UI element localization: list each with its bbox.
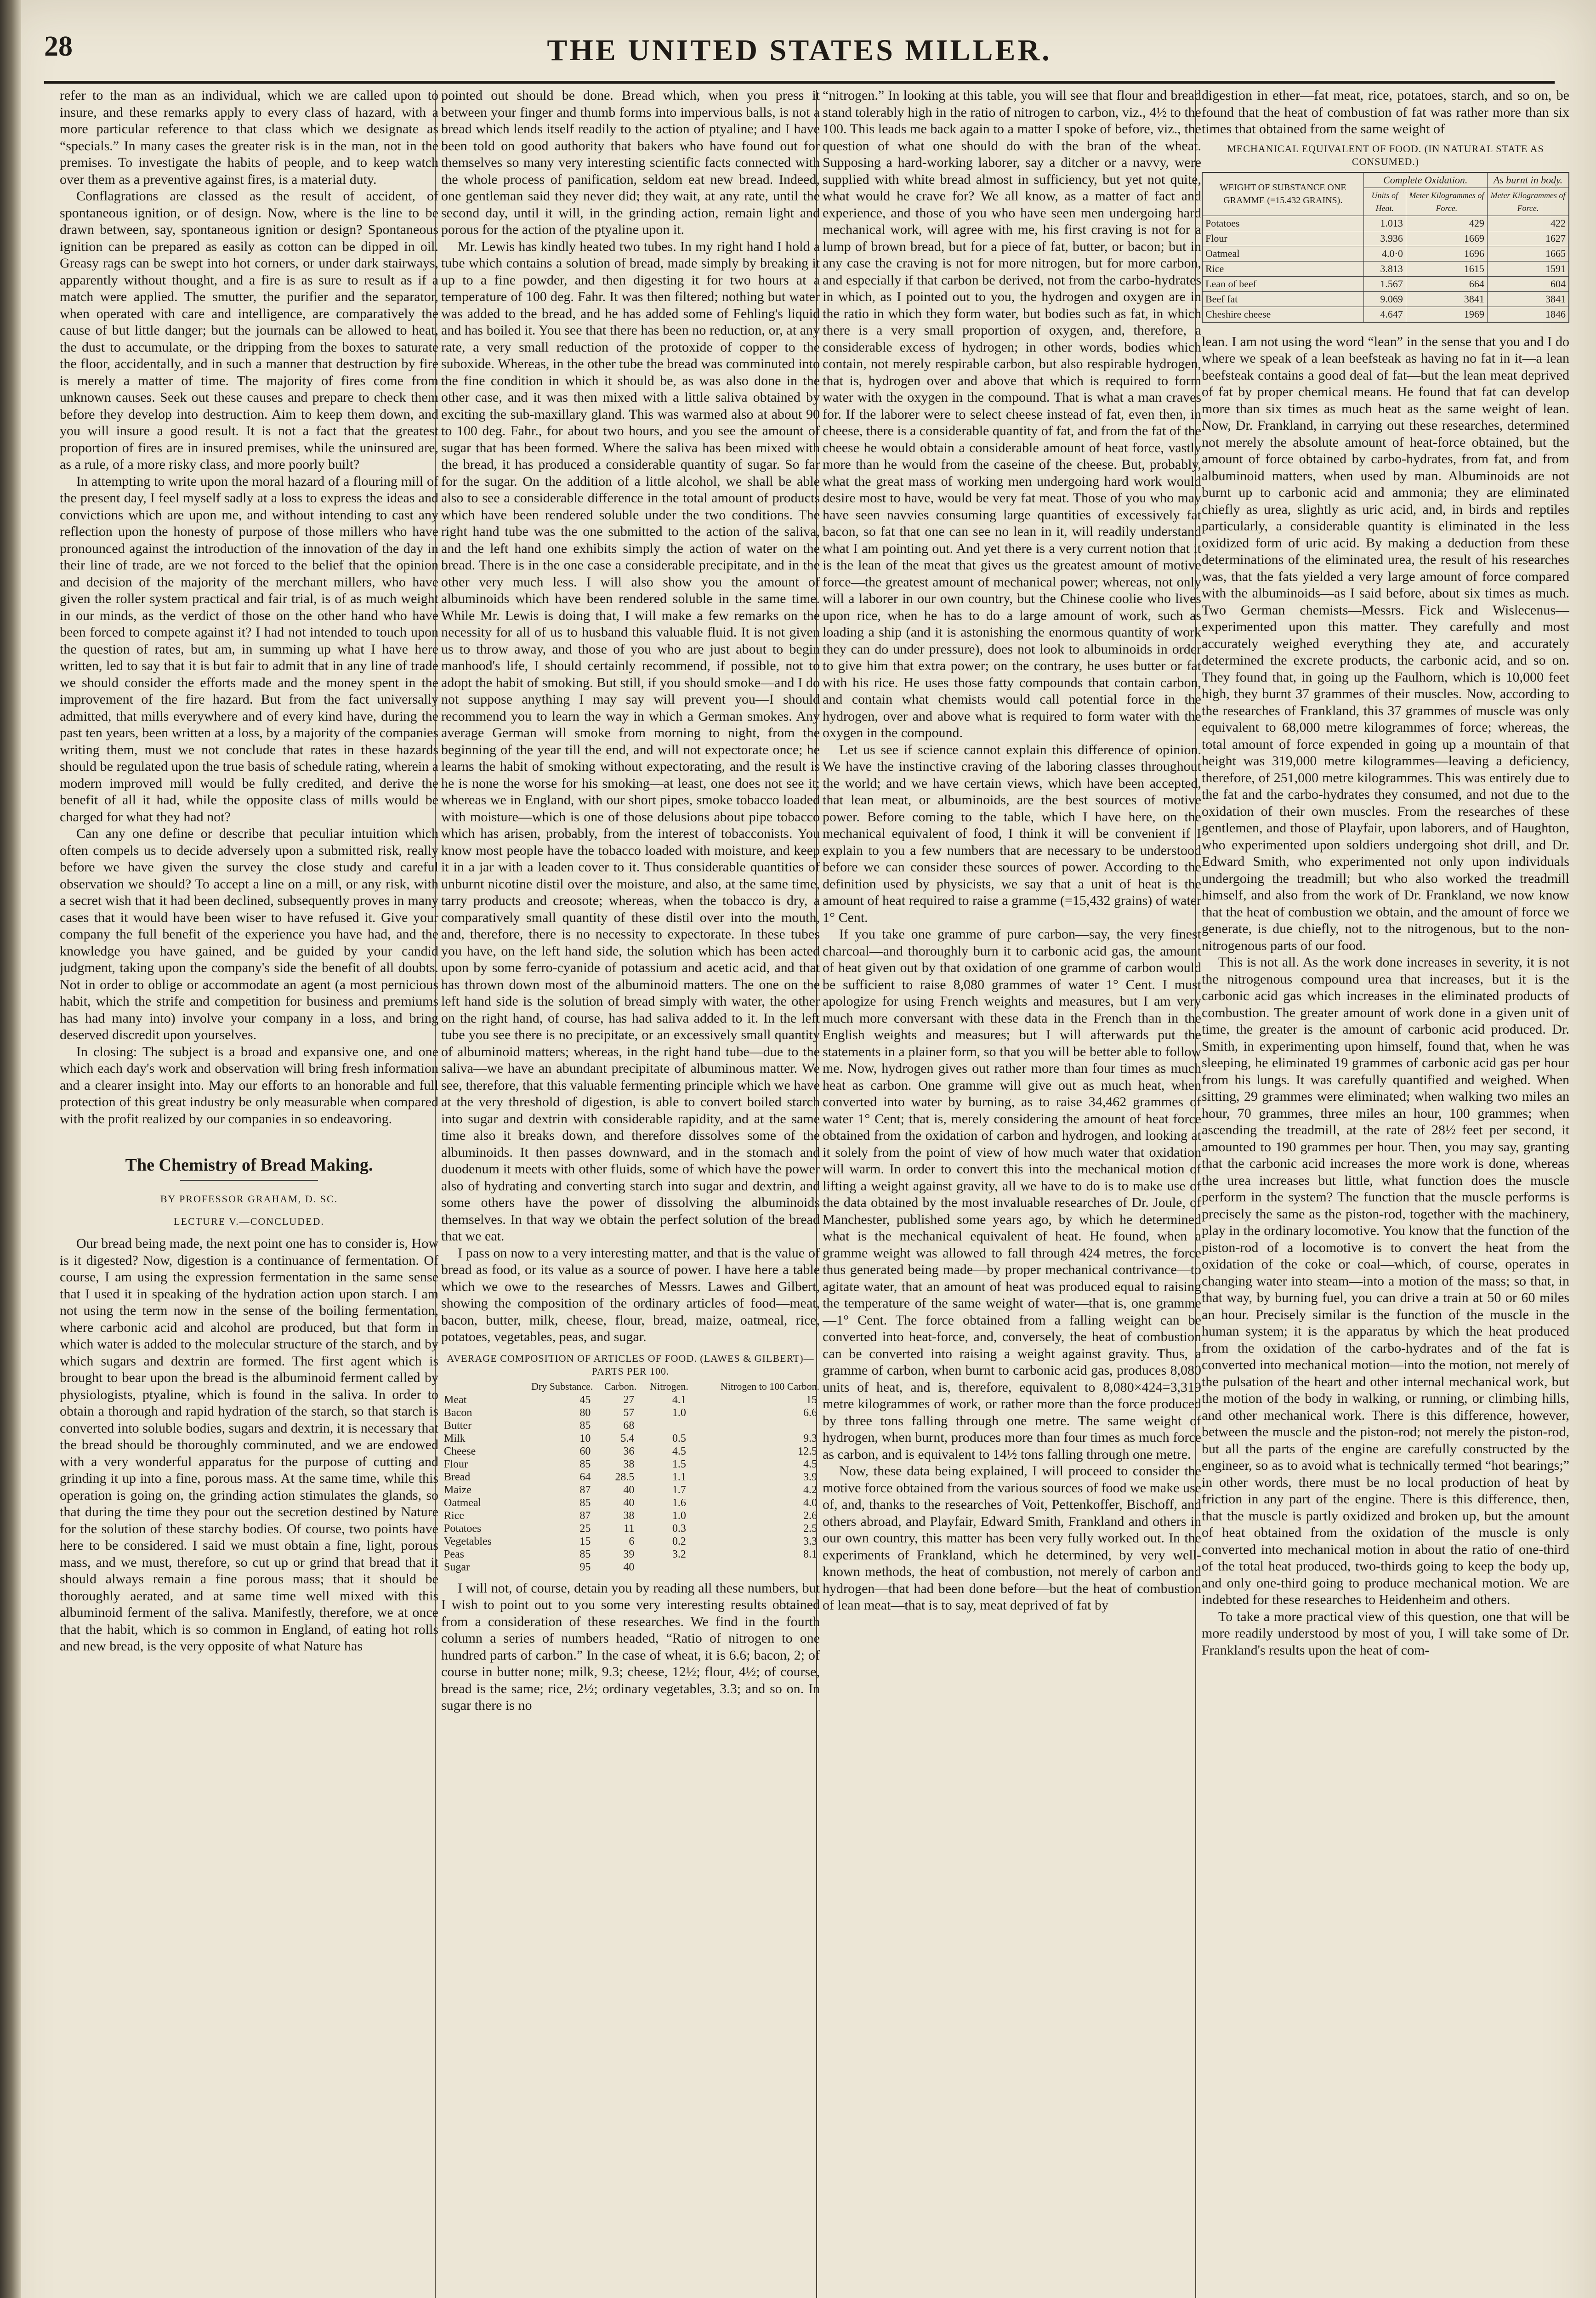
table-cell: 664 xyxy=(1406,276,1487,291)
table-header-cell: Meter Kilogrammes of Force. xyxy=(1487,188,1569,216)
paragraph: pointed out should be done. Bread which, when you press it between your finger and thumb forms into impervious balls, is not a bread which lends itself readily to the action of ptyaline; and I have been told on good authority that bakers who have found out for themselves so many very interesting scientific facts connected with the whole process of panification, seldom eat new bread. Indeed, one gentleman said they never did; they wait, at any rate, until the second day, until it will, in the grinding action, remain light and porous for the action of the ptyaline upon it. xyxy=(441,88,820,237)
table-cell: Flour xyxy=(444,1458,468,1470)
table-cell: 6 xyxy=(629,1535,635,1547)
table-cell: 8.1 xyxy=(803,1548,817,1560)
table-row xyxy=(441,1432,820,1445)
table-row xyxy=(441,1509,820,1522)
page-binding-edge xyxy=(0,0,21,2298)
table-cell: 85 xyxy=(579,1419,591,1432)
table-cell: 68 xyxy=(623,1419,635,1432)
paragraph: In attempting to write upon the moral hazard of a flouring mill of the present day, I feel myself sadly at a loss to express the ideas and convictions which are upon me, and without intending to cast any reflection upon the honesty of purpose of those millers who have pronounced against the introduction of the innovation of the day in their line of trade, are we not forced to the belief that the opinion and decision of the majority of the merchant millers, who have given the roller system practical and fair trial, is of as much weight in our minds, as the verdict of those on the other hand who have been forced to compete against it? I had not intended to touch upon the question of rates, but am, in summing up what I have here written, led to say that it is but fair to admit that in any line of trade we should consider the efforts made and the money spent in the improvement of the fire hazard. But from the fact universally admitted, that mills everywhere and of every kind have, during the past ten years, been written at a loss, by a majority of the companies writing them, must we not conclude that rates in these hazards should be regulated upon the true basis of schedule rating, wherein a modern improved mill would be fully credited, and derive the benefit of all it had, while the opposite class of mills would be charged for what they had not? xyxy=(60,473,438,825)
table-header-cell: Meter Kilogrammes of Force. xyxy=(1406,188,1487,216)
table-cell: Flour xyxy=(1202,231,1363,246)
table-cell: 3841 xyxy=(1487,291,1569,307)
table-cell: 4.2 xyxy=(803,1484,817,1496)
table-row xyxy=(1202,216,1569,231)
table-cell: 4.647 xyxy=(1363,307,1406,322)
table-cell: Beef fat xyxy=(1202,291,1363,307)
table-cell: 1.013 xyxy=(1363,216,1406,231)
table-cell: Bread xyxy=(444,1471,471,1483)
paragraph: digestion in ether—fat meat, rice, potatoes, starch, and so on, be found that the heat of combustion of fat was rather more than six times that obtained from the same weight of xyxy=(1202,88,1569,137)
table-cell: 10 xyxy=(579,1432,591,1445)
mechanical-equivalent-table xyxy=(1202,142,1569,323)
table-cell: 1615 xyxy=(1406,261,1487,276)
paragraph: If you take one gramme of pure carbon—say, the very finest charcoal—and thoroughly burn it to carbonic acid gas, the amount of heat given out by that oxidation of one gramme of carbon would be sufficient to raise 8,080 grammes of water 1° Cent. I must apologize for using French weights and measures, but I am very much more conversant with these data in the French than in the English weights and measures; but I will afterwards put the statements in a plainer form, so that you will be better able to follow me. Now, hydrogen gives out rather more than four times as much heat as carbon. One gramme will give out as much heat, when converted into water by burning, as to raise 34,462 grammes of water 1° Cent; that is, merely considering the amount of heat force obtained from the oxidation of carbon and hydrogen, and looking at it solely from the point of view of how much water that oxidation will warm. In order to convert this into the mechanical motion of lifting a weight against gravity, all we have to do is to make use of the data obtained by the most invaluable researches of Dr. Joule, of Manchester, published some years ago, by which he determined what is the mechanical equivalent of heat. He found, when a gramme weight was allowed to fall through 424 metres, the force thus generated being made—by proper mechanical contrivance—to agitate water, that an amount of heat was produced equal to raising the temperature of the same weight of water—that is, one gramme—1° Cent. The force obtained from a falling weight can be converted into heat-force, and, conversely, the heat of combustion can be converted into raising a weight against gravity. Thus, a gramme of carbon, when burnt to carbonic acid gas, produces 8,080 units of heat, and is, therefore, equivalent to 8,080×424=3,319 metre kilogrammes of work, or rather more than the force produced by three tons falling through one metre. The same weight of hydrogen, when burnt, produces more than four times as much force as carbon, and is equivalent to 14½ tons falling through one metre. xyxy=(823,927,1201,1462)
table-row xyxy=(441,1522,820,1535)
table-cell: 36 xyxy=(623,1445,635,1457)
table-cell: 1669 xyxy=(1406,231,1487,246)
paragraph: To take a more practical view of this question, one that will be more readily understood by most of you, I will take some of Dr. Frankland's results upon the heat of com- xyxy=(1202,1609,1569,1658)
table-cell: Rice xyxy=(1202,261,1363,276)
column-1 xyxy=(60,87,438,2298)
table-cell: 0.3 xyxy=(672,1522,686,1535)
table-header-row xyxy=(441,1380,820,1394)
table-cell: 4.5 xyxy=(672,1445,686,1457)
table-cell: 3.936 xyxy=(1363,231,1406,246)
table-row xyxy=(441,1561,820,1574)
table-cell: 38 xyxy=(623,1458,635,1470)
page-number: 28 xyxy=(44,31,73,62)
table-row xyxy=(441,1394,820,1406)
table-cell: 2.6 xyxy=(803,1509,817,1522)
table-cell: 1.6 xyxy=(672,1496,686,1509)
table-caption: MECHANICAL EQUIVALENT OF FOOD. (IN NATURAL STATE AS CONSUMED.) xyxy=(1227,142,1544,167)
table-cell: 80 xyxy=(579,1406,591,1419)
table-cell: Sugar xyxy=(444,1561,470,1573)
column-3 xyxy=(823,87,1201,2298)
table-cell: Potatoes xyxy=(1202,216,1363,231)
paragraph: Conflagrations are classed as the result of accident, of spontaneous ignition, or of design. Now, where is the line to be drawn between, say, spontaneous ignition or design? Spontaneous ignition can be prepared as easily as cotton can be dipped in oil. Greasy rags can be swept into hot corners, or under dark stairways, apparently without thought, and a fire is as sure to result as if a match were applied. The smutter, the purifier and the separator, when operated with care and intelligence, are comparatively the cause of but little danger; but the journals can be allowed to heat, the dust to accumulate, or the dripping from the boxes to saturate the floor, accidentally, and in such a manner that destruction by fire is merely a matter of time. The majority of fires come from unknown causes. Seek out these causes and prepare to check them before they develop into destruction. Aim to keep them down, and you will insure a good result. It is not a fact that the greatest proportion of fires are in insured premises, while the uninsured are, as a rule, of a more risky class, and more poorly built? xyxy=(60,188,438,472)
table-cell: Milk xyxy=(444,1432,466,1445)
table-cell: Cheese xyxy=(444,1445,476,1457)
table-row xyxy=(441,1419,820,1432)
table-header-cell: Nitrogen to 100 Carbon. xyxy=(720,1380,819,1392)
table-cell xyxy=(689,1561,820,1574)
table-header-cell: Nitrogen. xyxy=(650,1380,688,1392)
table-row xyxy=(1202,291,1569,307)
paragraph: I pass on now to a very interesting matter, and that is the value of bread as food, or its value as a source of power. I have here a table which we owe to the researches of Messrs. Lawes and Gilbert, showing the composition of the ordinary articles of food—meat, bacon, butter, milk, cheese, flour, bread, maize, oatmeal, rice, potatoes, vegetables, peas, and sugar. xyxy=(441,1245,820,1344)
table-cell: 422 xyxy=(1487,216,1569,231)
table-header-cell: WEIGHT OF SUBSTANCE ONE GRAMME (=15.432 GRAINS). xyxy=(1202,172,1363,216)
table-cell: 87 xyxy=(579,1509,591,1522)
table-cell: 85 xyxy=(579,1458,591,1470)
table-row xyxy=(1202,307,1569,322)
table-cell: 2.5 xyxy=(803,1522,817,1535)
table-cell: 3.2 xyxy=(672,1548,686,1560)
table-cell xyxy=(637,1419,689,1432)
table-cell: 95 xyxy=(579,1561,591,1573)
table-cell: Rice xyxy=(444,1509,464,1522)
newspaper-title: THE UNITED STATES MILLER. xyxy=(547,34,1052,67)
table-cell: 1969 xyxy=(1406,307,1487,322)
table-cell: 1.1 xyxy=(672,1471,686,1483)
table-cell: 3.9 xyxy=(803,1471,817,1483)
table-cell: 38 xyxy=(623,1509,635,1522)
table-caption: AVERAGE COMPOSITION OF ARTICLES OF FOOD. (LAWES & GILBERT)—PARTS PER 100. xyxy=(447,1352,814,1377)
table-cell: 1846 xyxy=(1487,307,1569,322)
table-cell: 64 xyxy=(579,1471,591,1483)
table-cell: 85 xyxy=(579,1496,591,1509)
table-cell: 1.567 xyxy=(1363,276,1406,291)
table-cell: 1.0 xyxy=(672,1509,686,1522)
table-cell: 39 xyxy=(623,1548,635,1560)
paragraph: “nitrogen.” In looking at this table, you will see that flour and bread stand tolerably high in the ratio of nitrogen to carbon, viz., 4½ to the 100. This leads me back again to a matter I spoke of before, viz., the question of what one should do with the bran of the wheat. Supposing a hard-working laborer, say a ditcher or a navvy, were supplied with white bread almost in sufficiency, but yet not quite, what would he crave for? We all know, as a matter of fact and experience, and those of you who have seen men undergoing hard mechanical work, will agree with me, his first craving is not for a lump of brown bread, but for a piece of fat, butter, or bacon; but in any case the craving is not for more nitrogen, but for more carbon, and especially if that carbon be derived, not from the carbo-hydrates in which, as I pointed out to you, the hydrogen and oxygen are in the ratio in which they form water, but bodies such as fat, in which there is a very small proportion of oxygen, and, therefore, a considerable excess of hydrogen; in other words, bodies which contain, not merely respirable carbon, but also respirable hydrogen, that is, hydrogen over and above that which is required to form water with the oxygen in the compound. That is what a man craves for. If the laborer were to select cheese instead of fat, even then, in cheese, there is a considerable quantity of fat, and from the fat of the cheese he would obtain a considerable amount of heat force, vastly more than he would from the caseine of the cheese. But, probably, what the great mass of working men undergoing hard work would desire most to have, would be very fat meat. Those of you who may have seen navvies consuming large quantities of excessively fat bacon, so fat that one can see no lean in it, will readily understand what I am pointing out. And yet there is a very current notion that it is the lean of the meat that gives us the greatest amount of motive force—the greatest amount of mechanical power; whereas, not only will a laborer in our own country, but the Chinese coolie who lives upon rice, when he has to do a large amount of work, such as loading a ship (and it is astonishing the enormous quantity of work they can do under pressure), does not look to albuminoids in order to give him that extra power; on the contrary, he uses butter or fat with his rice. He uses those fatty compounds that contain carbon, and contain what chemists would call potential force in the hydrogen, over and above what is required to form water with the oxygen in the compound. xyxy=(823,88,1201,740)
paragraph: lean. I am not using the word “lean” in the sense that you and I do where we speak of a lean beefsteak as having no fat in it—a lean beefsteak contains a good deal of fat—but the lean meat deprived of fat by proper chemical means. He found that fat can develop more than six times as much heat as the same weight of lean. Now, Dr. Frankland, in carrying out these researches, determined not merely the absolute amount of heat-force obtained, but the amount of force obtained by carbo-hydrates, from fat, and from albuminoid matters, when used by man. Albuminoids are not burnt up to carbonic acid and ammonia; they are eliminated chiefly as urea, slightly as uric acid, and, in birds and reptiles particularly, a considerable quantity is eliminated in the less oxidized form of uric acid. By making a deduction from these determinations of the eliminated urea, the result of his researches was, that the fats yielded a very large amount of force compared with the albuminoids—as I said before, about six times as much. Two German chemists—Messrs. Fick and Wislecenus—experimented upon this matter. They carefully and most accurately weighed everything they ate, and accurately determined the excrete products, the carbonic acid, and so on. They found that, in going up the Faulhorn, which is 10,000 feet high, they burnt 37 grammes of their muscles. Now, according to the researches of Frankland, this 37 grammes of muscle was only equivalent to 68,000 metre kilogrammes of force; whereas, the total amount of force expended in going up a mountain of that height was 319,000 metre kilogrammes—leaving a deficiency, therefore, of 251,000 metre kilogrammes. This was entirely due to the fat and the carbo-hydrates they consumed, and not due to the oxidation of their own muscles. From the researches of these gentlemen, and those of Playfair, upon laborers, and of Haughton, who experimented upon soldiers undergoing shot drill, and Dr. Edward Smith, who experimented not only upon individuals undergoing the treadmill; but who also worked the treadmill himself, and also from the work of Dr. Frankland, we now know that the heat of combustion we obtain, and the amount of force we generate, is due chiefly, not to the nitrogenous, but to the non-nitrogenous parts of our food. xyxy=(1202,334,1569,953)
masthead-rule xyxy=(44,81,1555,84)
table-cell: 0.2 xyxy=(672,1535,686,1547)
table-row xyxy=(1202,276,1569,291)
table-cell: 3.3 xyxy=(803,1535,817,1547)
table-cell: Butter xyxy=(444,1419,471,1432)
table-header-cell: Carbon. xyxy=(604,1380,637,1392)
table-cell: Potatoes xyxy=(444,1522,482,1535)
table-header-cell xyxy=(441,1380,511,1394)
table-header-cell: As burnt in body. xyxy=(1487,172,1569,188)
table-cell: 6.6 xyxy=(803,1406,817,1419)
table-cell: 1665 xyxy=(1487,246,1569,261)
table-row xyxy=(441,1445,820,1458)
article-byline: BY PROFESSOR GRAHAM, D. SC. xyxy=(160,1193,338,1205)
table-cell: 1.7 xyxy=(672,1484,686,1496)
table-header-cell: Dry Substance. xyxy=(531,1380,593,1392)
table-cell: 45 xyxy=(579,1394,591,1406)
table-cell: Lean of beef xyxy=(1202,276,1363,291)
table-cell: 4.0 xyxy=(803,1496,817,1509)
table-header-row xyxy=(1202,172,1569,188)
table-row xyxy=(1202,246,1569,261)
table-cell: 12.5 xyxy=(798,1445,817,1457)
table-cell: 9.3 xyxy=(803,1432,817,1445)
paragraph: Now, these data being explained, I will proceed to consider the motive force obtained from the various sources of food we make use of, and, thanks to the researches of Voit, Pettenkoffer, Bischoff, and others abroad, and Playfair, Edward Smith, Frankland and others in our own country, this matter has been very fully worked out. In the experiments of Frankland, which he determined, by very well-known methods, the heat of combustion, not merely of carbon and hydrogen—that had been done before—but the heat of combustion of lean meat—that is to say, meat deprived of fat by xyxy=(823,1463,1201,1613)
table-cell: 40 xyxy=(623,1484,635,1496)
paragraph: Let us see if science cannot explain this difference of opinion. We have the instinctive craving of the laboring classes throughout the world; and we have certain views, which have been accepted, that lean meat, or albuminoids, are the best sources of motive power. Before coming to the table, which I have here, on the mechanical equivalent of food, I think it will be convenient if I explain to you a few numbers that are necessary to be understood before we can consider these sources of power. According to the definition used by physicists, we say that a unit of heat is the amount of heat required to raise a gramme (=15,432 grains) of water 1° Cent. xyxy=(823,742,1201,925)
food-composition-table xyxy=(441,1352,820,1574)
paragraph: Mr. Lewis has kindly heated two tubes. In my right hand I hold a tube which contains a solution of bread, made simply by breaking it up to a fine powder, and then digesting it for two hours at a temperature of 100 deg. Fahr. It was then filtered; nothing but water was added to the bread, and he has added some of Fehling's liquid and has boiled it. You see that there has been no reduction, or, at any rate, a very small reduction of the protoxide of copper to the suboxide. Whereas, in the other tube the bread was comminuted into the fine condition in which it should be, as was also done in the other case, and it was then mixed with a little saliva obtained by exciting the sub-maxillary gland. This was warmed also at about 90 to 100 deg. Fahr., for about two hours, and you see the amount of sugar that has been formed. Where the saliva has been mixed with the bread, it has produced a considerable quantity of sugar. So far for the sugar. On the addition of a little alcohol, we shall be able also to see a considerable difference in the total amount of products which have been rendered soluble under the two conditions. The right hand tube was the one submitted to the action of the saliva, and the left hand one exhibits simply the action of water on the bread. There is in the one case a considerable precipitate, and in the other very much less. I will also show you the amount of albuminoids which have been rendered soluble in the same time. While Mr. Lewis is doing that, I will make a few remarks on the necessity for all of us to husband this valuable fluid. It is not given us to throw away, and those of you who are just about to begin manhood's life, I should certainly recommend, if possible, not to adopt the habit of smoking. But still, if you should smoke—and I do not suppose anything I may say will prevent you—I should recommend you to learn the way in which a German smokes. Any average German will smoke from morning to night, from the beginning of the year till the end, and will not expectorate once; he learns the habit of smoking without expectorating, and the result is he is none the worse for his smoking—at least, one does not see it; whereas we in England, with our short pipes, smoke tobacco loaded with moisture—which is one of those delusions about pipe tobacco which has arisen, probably, from the interest of tobacconists. You know most people have the tobacco loaded with moisture, and keep it in a jar with a leaden cover to it. Thus considerable quantities of unburnt nicotine distil over the moisture, and also, at the same time, tarry products and creosote; whereas, when the tobacco is dry, a comparatively small quantity of these distil over into the mouth, and, therefore, there is no necessity to expectorate. In these tubes you have, on the left hand side, the solution which has been acted upon by some ferro-cyanide of potassium and acetic acid, and that has thrown down most of the albuminoid matters. The one on the left hand side is the solution of bread simply with water, the other on the right hand, of course, has had saliva added to it. In the left tube you see there is no precipitate, or an excessively small quantity of albuminoid matters; whereas, in the right hand tube—due to the saliva—we have an abundant precipitate of albuminous matter. We see, therefore, that this valuable fermenting principle which we have at the very threshold of digestion, is able to convert boiled starch into sugar and dextrin with considerable rapidity, and at the same time also it breaks down, and therefore dissolves some of the albuminoids. It then passes downward, and in the stomach and duodenum it meets with other fluids, some of which have the power also of hydrating and converting starch into sugar and dextrin, and some others have the power of dissolving the albuminoids themselves. In that way we obtain the perfect solution of the bread that we eat. xyxy=(441,239,820,1244)
paragraph: refer to the man as an individual, which we are called upon to insure, and these remarks apply to every class of hazard, with a more particular reference to that class which we designate as “specials.” In many cases the greater risk is in the man, not in the premises. To investigate the habits of people, and to keep watch over them as a preventive against fires, is a material duty. xyxy=(60,88,438,187)
table-row xyxy=(441,1484,820,1496)
column-4 xyxy=(1202,87,1569,2298)
lecture-label: LECTURE V.—CONCLUDED. xyxy=(174,1215,324,1227)
table-cell: 604 xyxy=(1487,276,1569,291)
table-cell: 15 xyxy=(579,1535,591,1547)
table-cell: Cheshire cheese xyxy=(1202,307,1363,322)
table-cell: 5.4 xyxy=(620,1432,635,1445)
paragraph: Can any one define or describe that peculiar intuition which often compels us to decide adversely upon a submitted risk, really before we have given the survey the close study and careful observation we should? To accept a line on a mill, or any risk, with a secret wish that it had been declined, subsequently proves in many cases that it would have been wiser to have refused it. Give your company the full benefit of the experience you have had, and the knowledge you have gained, and be guided by your candid judgment, taking upon the company's side the benefit of all doubts. Not in order to oblige or accommodate an agent (a most pernicious habit, which the strife and competition for business and premiums has had many into) involve your company in a loss, and bring deserved discredit upon yourselves. xyxy=(60,826,438,1042)
table-header-cell: Units of Heat. xyxy=(1363,188,1406,216)
table-cell: 3841 xyxy=(1406,291,1487,307)
table-cell: 1.0 xyxy=(672,1406,686,1419)
table-cell: Oatmeal xyxy=(444,1496,482,1509)
title-rule xyxy=(180,1180,318,1181)
table-row xyxy=(441,1406,820,1419)
table-cell: 27 xyxy=(623,1394,635,1406)
table-cell: 1696 xyxy=(1406,246,1487,261)
table-cell: 60 xyxy=(579,1445,591,1457)
table-cell: Oatmeal xyxy=(1202,246,1363,261)
table-cell: 40 xyxy=(623,1496,635,1509)
table-row xyxy=(1202,231,1569,246)
table-cell: 28.5 xyxy=(615,1471,635,1483)
table-cell xyxy=(637,1561,689,1574)
paragraph: This is not all. As the work done increases in severity, it is not the nitrogenous compound urea that increases, but it is the carbonic acid gas which increases in the eliminated products of combustion. The greater amount of work done in a given unit of time, the greater is the amount of carbonic acid produced. Dr. Smith, in experimenting upon himself, found that, when he was sleeping, he eliminated 19 grammes of carbonic acid gas per hour from his lungs. It was carefully quantified and weighed. When sitting, 29 grammes were eliminated; when walking two miles an hour, 70 grammes, three miles an hour, 100 grammes; when ascending the treadmill, at the rate of 28½ feet per second, it amounted to 190 grammes per hour. Then, you may say, granting that the carbonic acid increases the more work is done, whereas the urea increases but little, what function does the muscle perform in the system? The function that the muscle performs is precisely the same as the piston-rod, together with the machinery, play in the ordinary locomotive. You know that the function of the piston-rod of a locomotive is to convert the heat from the oxidation of the coke or coal—which, of course, operates in changing water into steam—into a motion of the mass; so that, in that way, by burning fuel, you can drive a train at 50 or 60 miles an hour. Precisely similar is the function of the muscle in the human system; it is the apparatus by which the heat produced from the oxidation of the carbo-hydrates and of the fat is converted into mechanical motion—into the motion, not merely of the pulsation of the heart and other internal mechanical work, but the motion of the body in walking, or running, or climbing hills, and other mechanical work. There is this difference, however, between the muscle and the piston-rod; not merely the piston-rod, but all the parts of the engine are carefully constructed by the engineer, so as to avoid what is technically termed “hot bearings;” in other words, there must be no local production of heat by friction in any part of the engine. There is this difference, then, that the muscle is partly oxidized and broken up, but the amount of heat obtained from the oxidation of the muscle is only converted into mechanical motion in about the ratio of one-third of the total heat produced, two-thirds going to keep the body up, and only one-third going to produce mechanical motion. We are indebted for these researches to Heidenheim and others. xyxy=(1202,955,1569,1607)
paragraph: I will not, of course, detain you by reading all these numbers, but I wish to point out to you some very interesting results obtained from a consideration of these researches. We find in the fourth column a series of numbers headed, “Ratio of nitrogen to one hundred parts of carbon.” In the case of wheat, it is 6.6; bacon, 2; of course in butter none; milk, 9.3; cheese, 12½; flour, 4½; of course, bread is the same; rice, 2½; ordinary vegetables, 3.3; and so on. In sugar there is no xyxy=(441,1580,820,1713)
table-cell: 11 xyxy=(624,1522,635,1535)
table-cell: 429 xyxy=(1406,216,1487,231)
table-cell: 15 xyxy=(806,1394,817,1406)
table-cell: 4.5 xyxy=(803,1458,817,1470)
table-row xyxy=(441,1471,820,1484)
table-cell: Maize xyxy=(444,1484,471,1496)
table-row xyxy=(441,1548,820,1561)
table-row xyxy=(1202,261,1569,276)
table-cell: Meat xyxy=(444,1394,467,1406)
table-row xyxy=(441,1535,820,1548)
paragraph: In closing: The subject is a broad and expansive one, and one which each day's work and observation will bring fresh information and a clearer insight into. May our efforts to an honorable and full protection of this great industry be only measurable when compared with the profit realized by our companies in so endeavoring. xyxy=(60,1044,438,1126)
column-2 xyxy=(441,87,820,2298)
table-cell: 1591 xyxy=(1487,261,1569,276)
table-cell: 9.069 xyxy=(1363,291,1406,307)
article-title: The Chemistry of Bread Making. xyxy=(125,1155,373,1175)
table-cell: 1.5 xyxy=(672,1458,686,1470)
table-cell: 25 xyxy=(579,1522,591,1535)
table-cell: 57 xyxy=(623,1406,635,1419)
masthead xyxy=(44,24,1555,74)
table-cell xyxy=(689,1419,820,1432)
table-cell: 1627 xyxy=(1487,231,1569,246)
table-cell: 0.5 xyxy=(672,1432,686,1445)
paragraph: Our bread being made, the next point one has to consider is, How is it digested? Now, digestion is a continuance of fermentation. Of course, I am using the expression fermentation in the same sense that I used it in speaking of the hydration action upon starch. I am not using the term now in the sense of the boiling fermentation, where carbonic acid and alcohol are produced, but that form in which water is added to the molecular structure of the starch, and by which sugars and dextrin are formed. The first agent which is brought to bear upon the bread is the albuminoid ferment called by physiologists, ptyaline, which is found in the saliva. In order to obtain a thorough and rapid hydration of the starch, so that starch is converted into soluble bodies, sugars and dextrin, it is necessary that the bread should be thoroughly comminuted, and we are endowed with a very wonderful apparatus for the purpose of cutting and grinding it up into a fine, porous mass. At the same time, while this operation is going on, the grinding action stimulates the glands, so that during the time they pour out the secretion destined by Nature for the solution of these starchy bodies. Of course, two points have here to be considered. I said we must obtain a fine, light, porous mass, and we must, therefore, so cut up or grind that bread that it should always remain a fine porous mass; that it should be thoroughly aerated, and at same time well mixed with this albuminoid ferment of the saliva. Manifestly, therefore, we at once that the habit, which is so common in England, of eating hot rolls and new bread, is the very opposite of what Nature has xyxy=(60,1236,438,1654)
table-cell: 85 xyxy=(579,1548,591,1560)
table-cell: 4.1 xyxy=(672,1394,686,1406)
table-cell: Vegetables xyxy=(444,1535,492,1547)
table-cell: 87 xyxy=(579,1484,591,1496)
table-cell: 4.0·0 xyxy=(1363,246,1406,261)
table-row xyxy=(441,1458,820,1471)
table-cell: 3.813 xyxy=(1363,261,1406,276)
table-header-cell: Complete Oxidation. xyxy=(1363,172,1487,188)
table-cell: 40 xyxy=(623,1561,635,1573)
table-cell: Peas xyxy=(444,1548,464,1560)
table-row xyxy=(441,1496,820,1509)
table-cell: Bacon xyxy=(444,1406,472,1419)
